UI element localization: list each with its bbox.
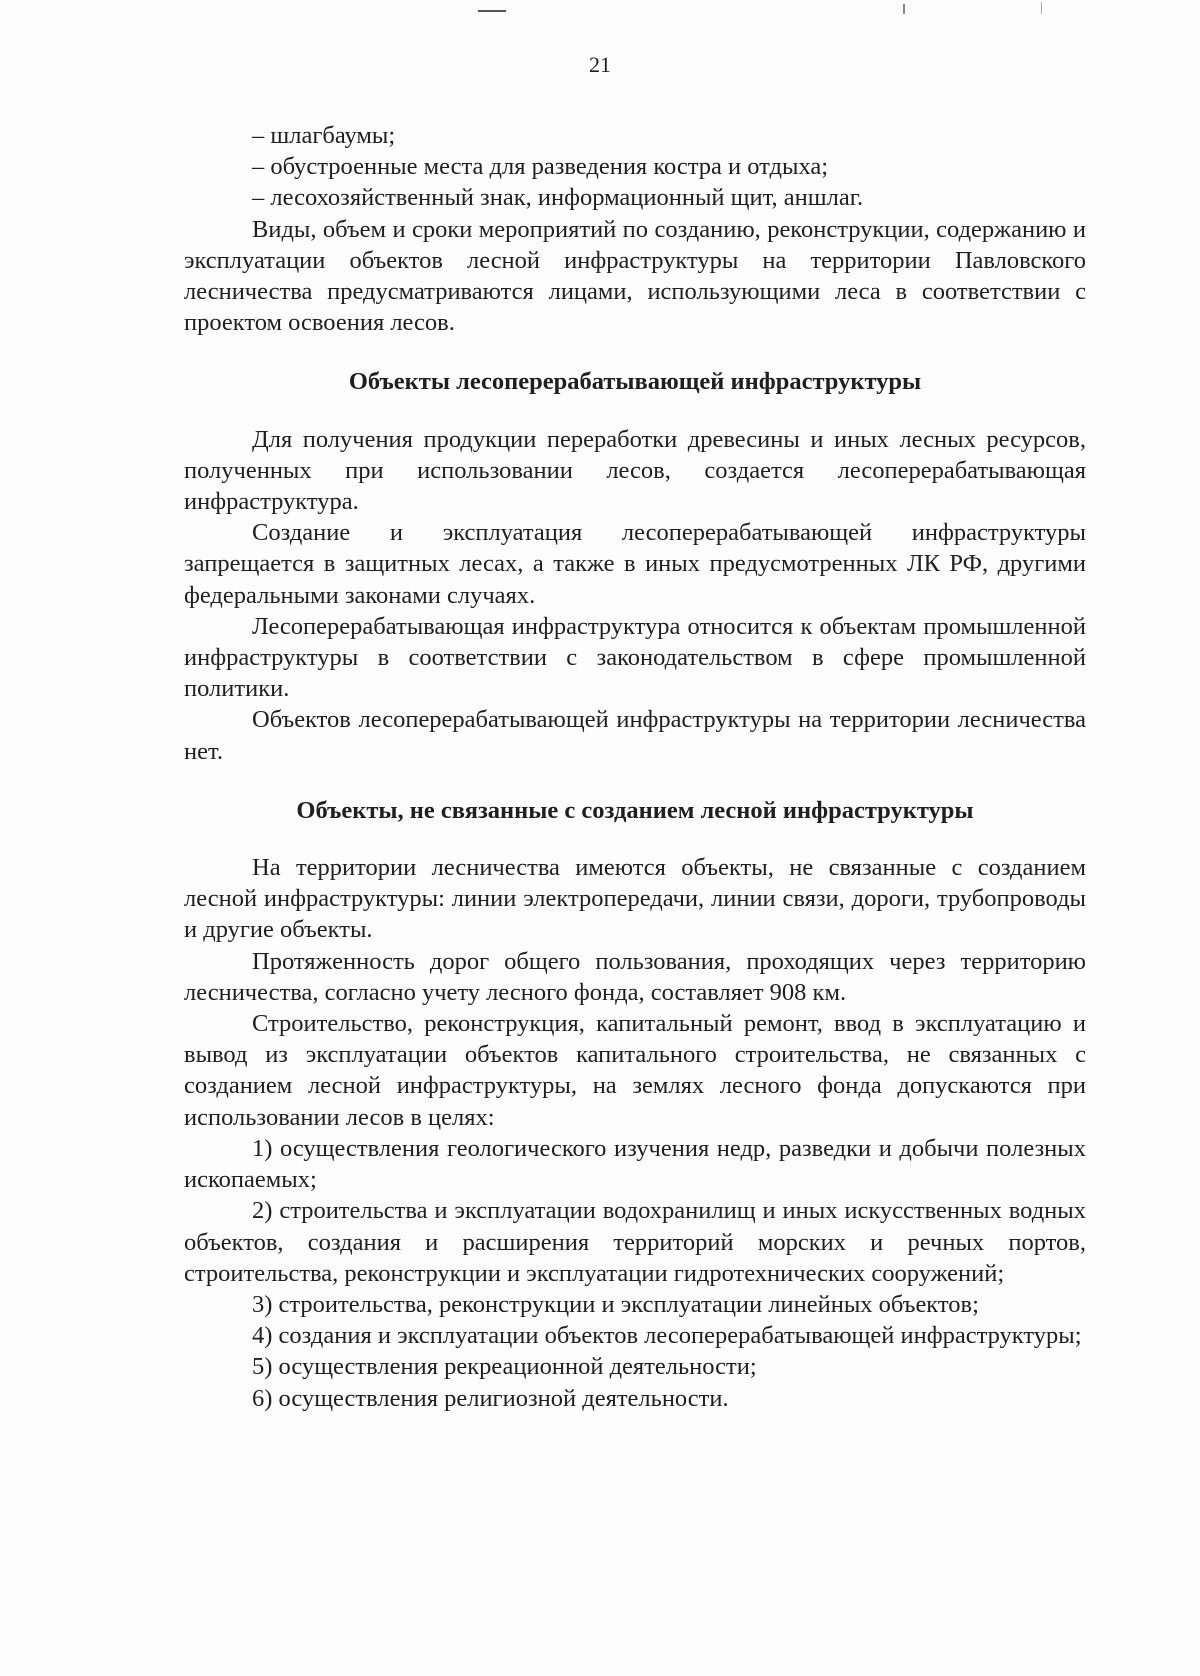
section-heading: Объекты, не связанные с созданием лесной инфраструктуры bbox=[296, 796, 974, 824]
paragraph: Объектов лесоперерабатывающей инфраструктуры на территории лесничества нет. bbox=[184, 706, 1086, 765]
document-body bbox=[184, 120, 1086, 1414]
list-item: 6) осуществления религиозной деятельности. bbox=[252, 1384, 729, 1412]
paragraph: Виды, объем и сроки мероприятий по созданию, реконструкции, содержанию и эксплуатации объектов лесной инфраструктуры на территории Павловского лесничества предусматриваются лицами, использующими леса в соответствии с проектом освоения лесов. bbox=[184, 215, 1086, 337]
paragraph: Протяженность дорог общего пользования, проходящих через территорию лесничества, согласно учету лесного фонда, составляет 908 км. bbox=[184, 947, 1086, 1006]
paragraph: На территории лесничества имеются объекты, не связанные с созданием лесной инфраструктуры: линии электропередачи, линии связи, дороги, трубопроводы и другие объекты. bbox=[184, 854, 1086, 944]
list-item: 1) осуществления геологического изучения недр, разведки и добычи полезных ископаемых; bbox=[184, 1134, 1086, 1194]
section-heading: Объекты лесоперерабатывающей инфраструктуры bbox=[348, 368, 922, 396]
paragraph: Создание и эксплуатация лесоперерабатывающей инфраструктуры запрещается в защитных лесах, а также в иных предусмотренных ЛК РФ, другими федеральными законами случаях. bbox=[184, 519, 1086, 609]
paragraph: Лесоперерабатывающая инфраструктура относится к объектам промышленной инфраструктуры в соответствии с законодательством в сфере промышленной политики. bbox=[184, 612, 1086, 703]
scan-artifact bbox=[1041, 2, 1042, 14]
list-item: 2) строительства и эксплуатации водохранилищ и иных искусственных водных объектов, создания и расширения территорий морских и речных портов, строительства, реконструкции и эксплуатации гидротехнических сооружений; bbox=[184, 1197, 1086, 1287]
paragraph: Для получения продукции переработки древесины и иных лесных ресурсов, полученных при использовании лесов, создается лесоперерабатывающая инфраструктура. bbox=[184, 425, 1086, 516]
list-item: 4) создания и эксплуатации объектов лесоперерабатывающей инфраструктуры; bbox=[252, 1322, 1082, 1350]
scan-artifact bbox=[903, 4, 905, 14]
page-number: 21 bbox=[589, 52, 611, 77]
paragraph: Строительство, реконструкция, капитальный ремонт, ввод в эксплуатацию и вывод из эксплуатации объектов капитального строительства, не связанных с созданием лесной инфраструктуры, на землях лесного фонда допускаются при использовании лесов в целях: bbox=[184, 1010, 1086, 1131]
list-item: 5) осуществления рекреационной деятельности; bbox=[252, 1353, 757, 1381]
bullet-item: – лесохозяйственный знак, информационный щит, аншлаг. bbox=[252, 184, 864, 212]
bullet-item: – шлагбаумы; bbox=[252, 122, 396, 149]
list-item: 3) строительства, реконструкции и эксплуатации линейных объектов; bbox=[252, 1290, 979, 1318]
bullet-item: – обустроенные места для разведения костра и отдыха; bbox=[252, 153, 829, 181]
scan-artifact bbox=[478, 10, 506, 12]
